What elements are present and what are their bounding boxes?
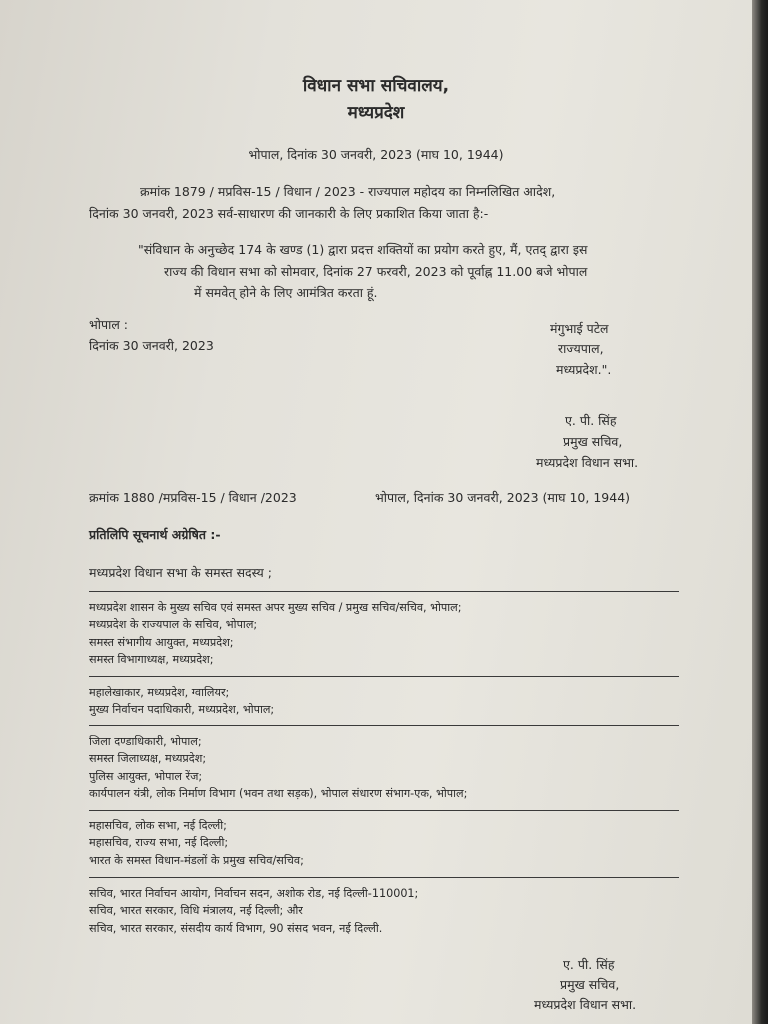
recipient-item: महालेखाकार, मध्यप्रदेश, ग्वालियर; — [89, 686, 230, 699]
recipient-item: कार्यपालन यंत्री, लोक निर्माण विभाग (भवन तथा सड़क), भोपाल संधारण संभाग-एक, भोपाल; — [89, 787, 468, 801]
recipient-group-1 — [89, 599, 462, 668]
order-line-2: दिनांक 30 जनवरी, 2023 सर्व-साधारण की जानकारी के लिए प्रकाशित किया जाता है:- — [89, 206, 489, 221]
quote-line-1: "संविधान के अनुच्छेद 174 के खण्ड (1) द्वारा प्रदत्त शक्तियों का प्रयोग करते हुए, मैं, एतद् द्वारा इस — [138, 242, 588, 257]
recipient-item: भारत के समस्त विधान-मंडलों के प्रमुख सचिव/सचिव; — [89, 853, 304, 867]
recipient-item: सचिव, भारत निर्वाचन आयोग, निर्वाचन सदन, अशोक रोड, नई दिल्ली-110001; — [89, 887, 419, 900]
signatory-office: मध्यप्रदेश विधान सभा. — [536, 455, 639, 470]
divider — [89, 676, 679, 677]
header-date: भोपाल, दिनांक 30 जनवरी, 2023 (माघ 10, 1944) — [248, 147, 504, 162]
governor-designation: राज्यपाल, — [558, 341, 604, 356]
divider — [89, 810, 679, 811]
recipient-group-3 — [89, 733, 467, 802]
recipient-item: पुलिस आयुक्त, भोपाल रेंज; — [89, 769, 203, 783]
copy-heading: प्रतिलिपि सूचनार्थ अग्रेषित :- — [89, 527, 221, 542]
signatory-name: ए. पी. सिंह — [565, 413, 617, 428]
quote-line-3: में समवेत् होने के लिए आमंत्रित करता हूं. — [194, 285, 378, 300]
members-line: मध्यप्रदेश विधान सभा के समस्त सदस्य ; — [89, 565, 272, 580]
recipient-item: समस्त विभागाध्यक्ष, मध्यप्रदेश; — [89, 653, 214, 667]
office-title: विधान सभा सचिवालय, — [302, 76, 450, 96]
order-date: दिनांक 30 जनवरी, 2023 — [89, 338, 214, 353]
order-line-1: क्रमांक 1879 / मप्रविस-15 / विधान / 2023 - राज्यपाल महोदय का निम्नलिखित आदेश, — [140, 184, 556, 199]
copy-order-date: भोपाल, दिनांक 30 जनवरी, 2023 (माघ 10, 1944) — [375, 490, 631, 505]
recipient-item: सचिव, भारत सरकार, संसदीय कार्य विभाग, 90 संसद भवन, नई दिल्ली. — [89, 921, 383, 935]
recipient-item: समस्त संभागीय आयुक्त, मध्यप्रदेश; — [89, 635, 234, 649]
recipient-item: महासचिव, लोक सभा, नई दिल्ली; — [89, 819, 227, 832]
recipient-group-4 — [89, 817, 304, 869]
signatory-designation: प्रमुख सचिव, — [563, 434, 623, 449]
page-edge-shadow — [752, 0, 768, 1024]
recipient-group-5 — [89, 885, 418, 937]
divider — [89, 877, 679, 878]
place-label: भोपाल : — [89, 317, 129, 332]
recipient-item: सचिव, भारत सरकार, विधि मंत्रालय, नई दिल्ली; और — [89, 904, 303, 918]
divider — [89, 591, 679, 592]
office-state: मध्यप्रदेश — [347, 103, 405, 123]
recipient-item: जिला दण्डाधिकारी, भोपाल; — [89, 735, 202, 748]
quote-line-2: राज्य की विधान सभा को सोमवार, दिनांक 27 फरवरी, 2023 को पूर्वाह्न 11.00 बजे भोपाल — [164, 264, 588, 279]
recipient-item: समस्त जिलाध्यक्ष, मध्यप्रदेश; — [89, 752, 207, 766]
governor-state: मध्यप्रदेश.". — [556, 362, 612, 377]
recipient-item: मध्यप्रदेश के राज्यपाल के सचिव, भोपाल; — [89, 618, 258, 632]
recipient-item: मुख्य निर्वाचन पदाधिकारी, मध्यप्रदेश, भोपाल; — [89, 703, 275, 717]
signatory-name: ए. पी. सिंह — [563, 957, 615, 972]
signatory-office: मध्यप्रदेश विधान सभा. — [534, 997, 637, 1012]
copy-order-number: क्रमांक 1880 /मप्रविस-15 / विधान /2023 — [89, 490, 297, 505]
signatory-designation: प्रमुख सचिव, — [560, 977, 620, 992]
recipient-item: मध्यप्रदेश शासन के मुख्य सचिव एवं समस्त अपर मुख्य सचिव / प्रमुख सचिव/सचिव, भोपाल; — [89, 601, 462, 614]
governor-name: मंगुभाई पटेल — [550, 321, 609, 336]
recipient-item: महासचिव, राज्य सभा, नई दिल्ली; — [89, 836, 229, 850]
divider — [89, 725, 679, 726]
recipient-group-2 — [89, 684, 274, 719]
